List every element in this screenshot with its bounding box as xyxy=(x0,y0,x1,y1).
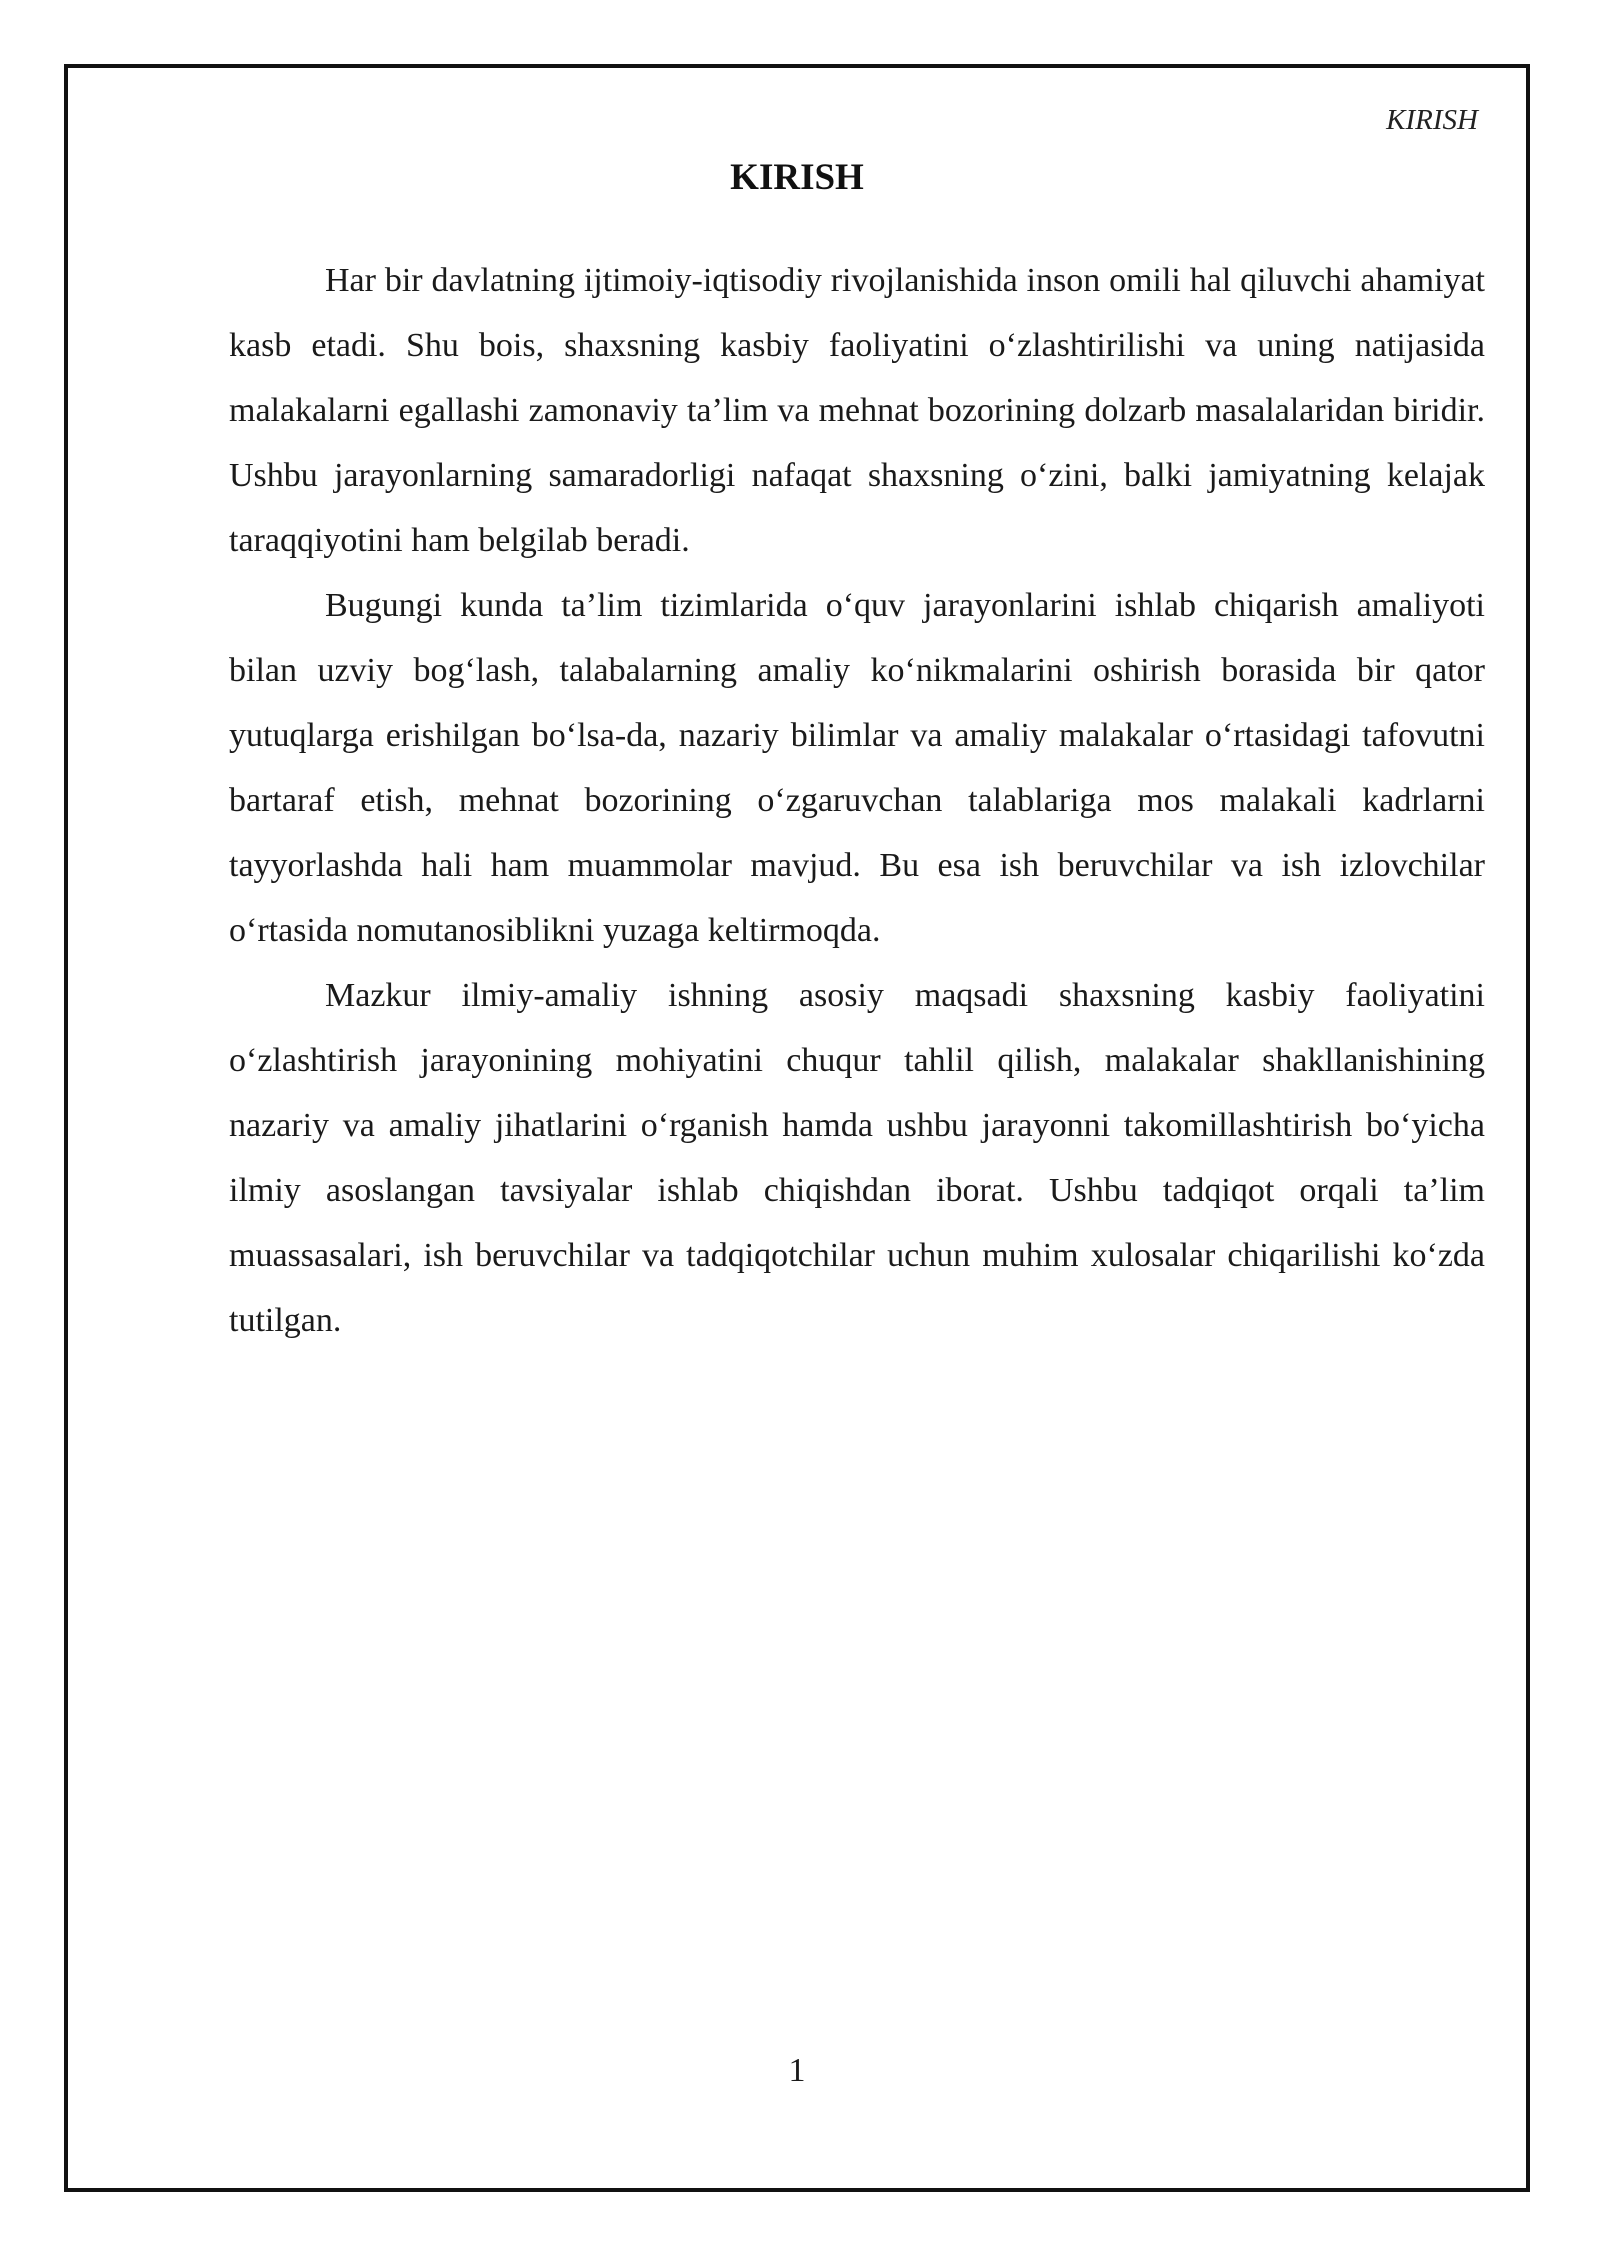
paragraph-2: Bugungi kunda ta’lim tizimlarida o‘quv jarayonlarini ishlab chiqarish amaliyoti bilan uzviy bog‘lash, talabalarning amaliy ko‘nikmalarini oshirish borasida bir qator yutuqlarga erishilgan bo‘lsa-da, nazariy bilimlar va amaliy malakalar o‘rtasidagi tafovutni bartaraf etish, mehnat bozorining o‘zgaruvchan talablariga mos malakali kadrlarni tayyorlashda hali ham muammolar mavjud. Bu esa ish beruvchilar va ish izlovchilar o‘rtasida nomutanosiblikni yuzaga keltirmoqda. xyxy=(229,587,1485,949)
page-number: 1 xyxy=(788,2052,806,2089)
running-header: KIRISH xyxy=(1386,104,1478,136)
paragraph-1: Har bir davlatning ijtimoiy-iqtisodiy rivojlanishida inson omili hal qiluvchi ahamiyat kasb etadi. Shu bois, shaxsning kasbiy faoliyatini o‘zlashtirilishi va uning natijasida malakalarni egallashi zamonaviy ta’lim va mehnat bozorining dolzarb masalalaridan biridir. Ushbu jarayonlarning samaradorligi nafaqat shaxsning o‘zini, balki jamiyatning kelajak taraqqiyotini ham belgilab beradi. xyxy=(229,262,1485,559)
paragraph-3: Mazkur ilmiy-amaliy ishning asosiy maqsadi shaxsning kasbiy faoliyatini o‘zlashtirish jarayonining mohiyatini chuqur tahlil qilish, malakalar shakllanishining nazariy va amaliy jihatlarini o‘rganish hamda ushbu jarayonni takomillashtirish bo‘yicha ilmiy asoslangan tavsiyalar ishlab chiqishdan iborat. Ushbu tadqiqot orqali ta’lim muassasalari, ish beruvchilar va tadqiqotchilar uchun muhim xulosalar chiqarilishi ko‘zda tutilgan. xyxy=(229,977,1485,1339)
page-title: KIRISH xyxy=(730,157,864,198)
body-text xyxy=(229,248,1485,1353)
page-border xyxy=(64,64,1530,2192)
